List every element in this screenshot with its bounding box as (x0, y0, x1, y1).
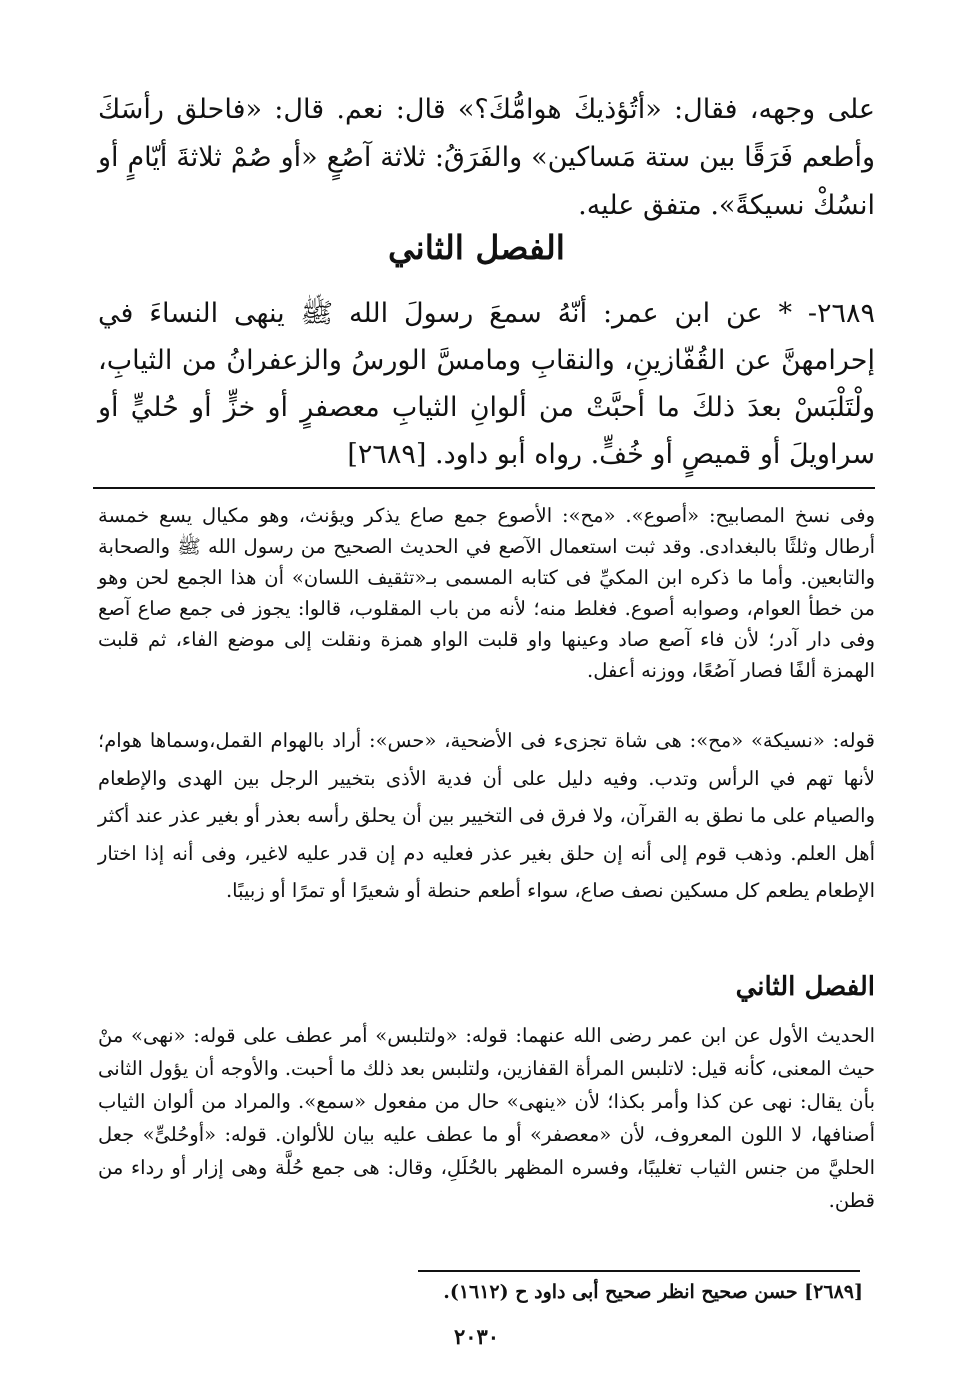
commentary-paragraph-2: قوله: «نسيكة» «مح»: هى شاة تجزىء فى الأضحية، «حس»: أراد بالهوام القمل،وسماها هوام؛ لأنها تهم في الرأس وتدب. وفيه دليل على أن فدية الأذى بتخيير الرجل بين الهدى والإطعام والصيام على ما نطق به القرآن، ولا فرق فى التخيير بين أن يحلق رأسه بعذر أو بغير عذر عند أكثر أهل العلم. وذهب قوم إلى أنه إن حلق بغير عذر فعليه دم إن قدر عليه لاغير، وفى أنه إذا اختار الإطعام يطعم كل مسكين نصف صاع، سواء أطعم حنطة أو شعيرًا أو تمرًا أو زبيبًا. (98, 729, 875, 902)
hadith-2689-text: ٢٦٨٩- * عن ابن عمر: أنّهُ سمعَ رسولَ الله ﷺ ينهى النساءَ في إحرامهنَّ عن القُفّازينِ، والنقابِ ومامسَّ الورسُ والزعفرانُ من الثيابِ، ولْتَلْبَسْ بعدَ ذلكَ ما أحبَّتْ من ألوانِ الثيابِ معصفرٍ أو خزٍّ أو حُليٍّ أو سراويلَ أو قميصٍ أو خُفٍّ. رواه أبو داود. [٢٦٨٩] (98, 298, 875, 470)
footnote: [٢٦٨٩] حسن صحيح انظر صحيح أبى داود ح (١٦١٢). (443, 1281, 863, 1303)
hadith-intro-text: على وجهه، فقال: «أتُؤذيكَ هوامُّكَ؟» قال: نعم. قال: «فاحلق رأسَكَ وأطعم فَرَقًا بين ستة مَساكين» والفَرَقُ: ثلاثة آصُعٍ «أو صُمْ ثلاثةَ أيّامٍ أو انسُكْ نسيكةً». متفق عليه. (98, 94, 875, 221)
section-title: الفصل الثاني (388, 228, 565, 267)
commentary-paragraph-3: الحديث الأول عن ابن عمر رضى الله عنهما: قوله: «ولتلبس» أمر عطف على قوله: «نهى» منْ حيث المعنى، كأنه قيل: لاتلبس المرأة القفازين، ولتلبس بعد ذلك ما أحبت. والأوجه أن يؤول الثانى بأن يقال: نهى عن كذا وأمر بكذا؛ لأن «ينهى» حال من مفعول «سمع». والمراد من ألوان الثياب أصنافها، لا اللون المعروف، لأن «معصفر» أو ما عطف عليه بيان للألوان. قوله: «أوحُلىٍّ» جعل الحليَّ من جنس الثياب تغليبًا، وفسره المظهر بالحُلَلِ، وقال: هى جمع حُلَّة وهى إزار أو رداء من قطن. (98, 1024, 875, 1212)
commentary-divider (93, 487, 875, 489)
footnote-divider (418, 1270, 860, 1272)
commentary-paragraph-1: وفى نسخ المصابيح: «أصوع». «مح»: الأصوع جمع صاع يذكر ويؤنث، وهو مكيال يسع خمسة أرطال وثلثًا بالبغدادى. وقد ثبت استعمال الآصع في الحديث الصحيح من رسول الله ﷺ والصحابة والتابعين. وأما ما ذكره ابن المكيِّ فى كتابه المسمى بـ«تثقيف اللسان» أن هذا الجمع لحن وهو من خطأ العوام، وصوابه أصوع. فغلط منه؛ لأنه من باب المقلوب، قالوا: يجوز فى جمع صاع آصع وفى دار آدر؛ لأن فاء آصع صاد وعينها واو قلبت الواو همزة ونقلت إلى موضع الفاء، ثم قلبت الهمزة ألفًا فصار آصُعًا، ووزنه أعفل. (98, 504, 875, 682)
page-number: ٢٠٣٠ (453, 1324, 500, 1349)
commentary-section-title: الفصل الثاني (735, 972, 875, 1002)
